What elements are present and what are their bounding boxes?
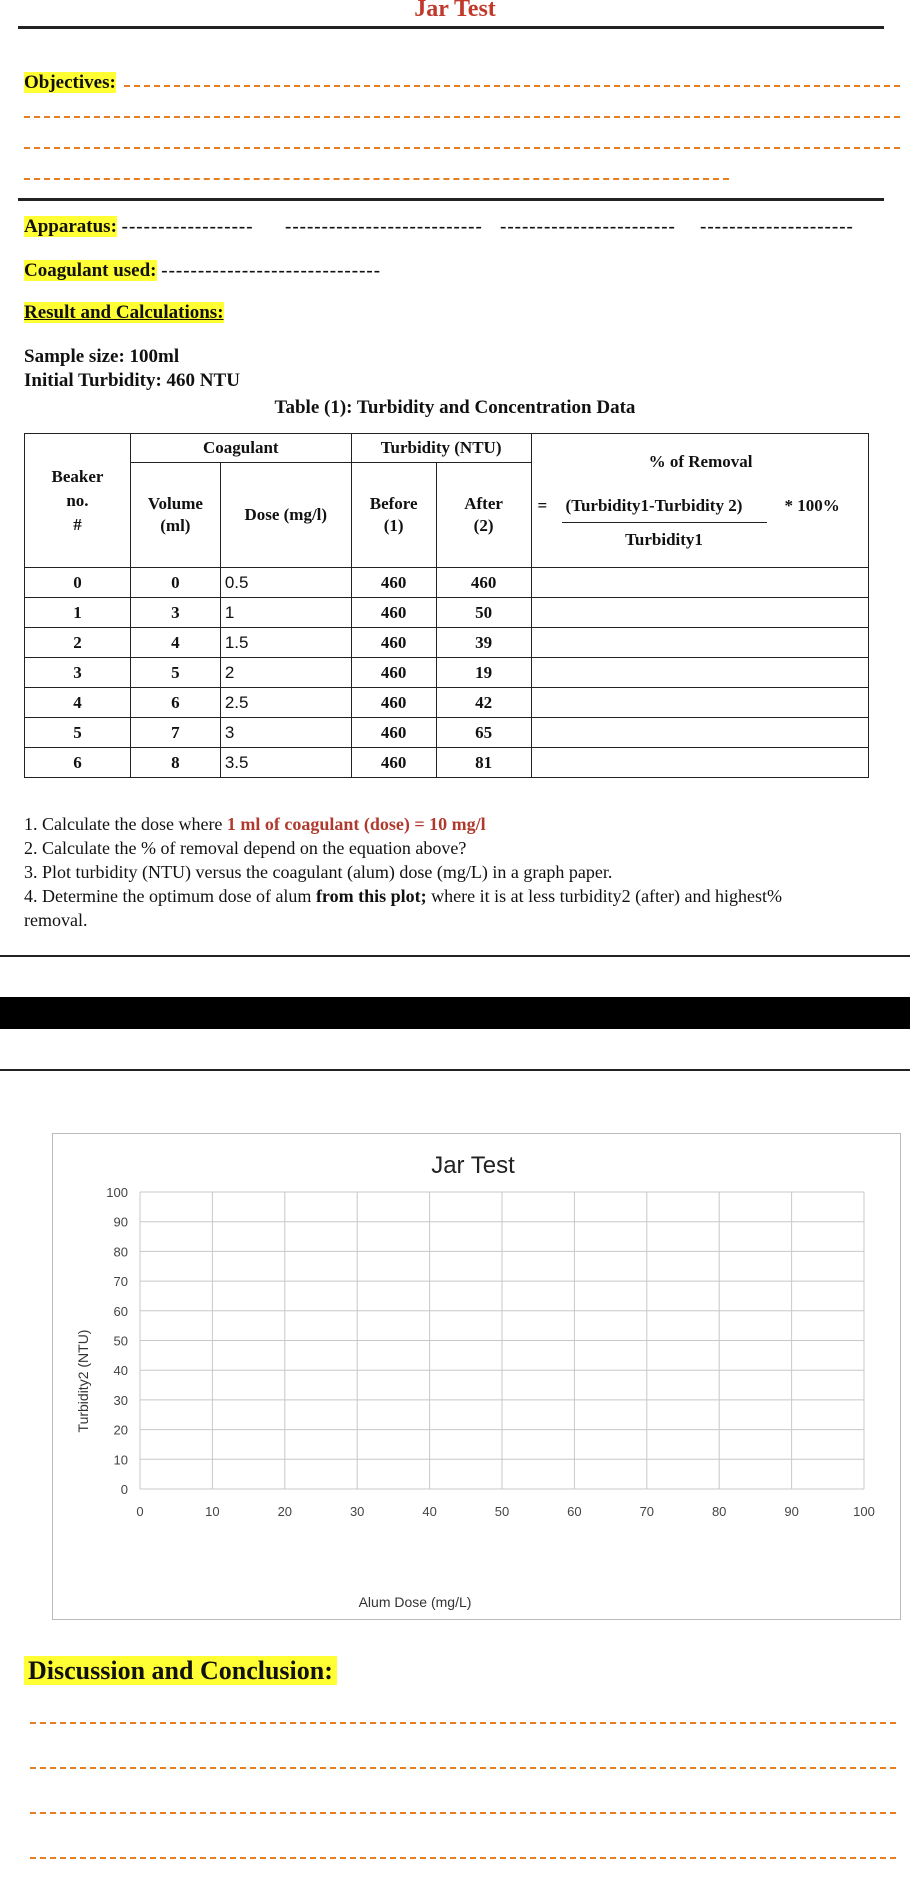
cell-after: 81 xyxy=(436,748,531,778)
removal-denominator: Turbidity1 xyxy=(625,530,703,549)
header-turbidity: Turbidity (NTU) xyxy=(351,434,531,463)
cell-dose: 2.5 xyxy=(220,688,351,718)
objectives-line-3 xyxy=(24,147,900,149)
cell-dose: 2 xyxy=(220,658,351,688)
cell-removal xyxy=(531,718,868,748)
cell-removal xyxy=(531,628,868,658)
jar-test-chart xyxy=(53,1134,900,1619)
discussion-line-1 xyxy=(30,1722,896,1724)
chart-frame xyxy=(52,1133,901,1620)
cell-removal xyxy=(531,598,868,628)
cell-before: 460 xyxy=(351,748,436,778)
removal-equals: = xyxy=(537,496,548,515)
page-title: Jar Test xyxy=(414,0,496,22)
table-row xyxy=(25,658,869,688)
discussion-line-2 xyxy=(30,1767,896,1769)
removal-title: % of Removal xyxy=(648,452,753,471)
question-1-highlight: 1 ml of coagulant (dose) = 10 mg/l xyxy=(226,814,486,834)
cell-volume: 0 xyxy=(130,568,220,598)
coagulant-label: Coagulant used: xyxy=(24,260,157,281)
cell-volume: 7 xyxy=(130,718,220,748)
x-tick-label: 80 xyxy=(711,1504,727,1519)
objectives-line-2 xyxy=(24,116,900,118)
header-before-line-2: (1) xyxy=(383,516,404,535)
black-band xyxy=(0,997,910,1029)
x-tick-label: 100 xyxy=(853,1504,875,1519)
discussion-line-3 xyxy=(30,1812,896,1814)
y-tick-label: 60 xyxy=(113,1303,128,1319)
cell-beaker: 6 xyxy=(25,748,131,778)
y-tick-label: 80 xyxy=(113,1244,128,1260)
table-row xyxy=(25,568,869,598)
x-tick-label: 10 xyxy=(205,1504,220,1519)
table-caption: Table (1): Turbidity and Concentration Data xyxy=(274,397,636,418)
divider-bottom xyxy=(0,1069,910,1071)
apparatus-dash-1: ------------------ xyxy=(121,216,254,237)
cell-dose: 3 xyxy=(220,718,351,748)
cell-before: 460 xyxy=(351,628,436,658)
cell-removal xyxy=(531,658,868,688)
header-dose: Dose (mg/l) xyxy=(220,463,351,568)
x-tick-label: 20 xyxy=(277,1504,293,1519)
cell-after: 39 xyxy=(436,628,531,658)
cell-after: 50 xyxy=(436,598,531,628)
results-label: Result and Calculations: xyxy=(24,302,224,323)
results-row xyxy=(24,302,224,324)
x-tick-label: 0 xyxy=(136,1504,144,1519)
header-before-line-1: Before xyxy=(369,494,418,513)
question-1-text: 1. Calculate the dose where xyxy=(24,814,227,834)
table-row xyxy=(25,628,869,658)
y-tick-label: 20 xyxy=(113,1422,128,1438)
coagulant-dash: ------------------------------ xyxy=(161,260,382,281)
header-before xyxy=(351,463,436,568)
apparatus-label: Apparatus: xyxy=(24,216,117,237)
cell-volume: 5 xyxy=(130,658,220,688)
header-volume-line-2: (ml) xyxy=(160,516,191,535)
cell-volume: 3 xyxy=(130,598,220,628)
apparatus-row xyxy=(24,216,254,238)
cell-beaker: 3 xyxy=(25,658,131,688)
question-2: 2. Calculate the % of removal depend on the equation above? xyxy=(24,838,467,858)
y-tick-label: 100 xyxy=(106,1185,128,1200)
cell-after: 65 xyxy=(436,718,531,748)
cell-removal xyxy=(531,748,868,778)
questions-list xyxy=(24,812,884,932)
question-4 xyxy=(24,884,884,908)
y-axis-label: Turbidity2 (NTU) xyxy=(75,1329,91,1433)
cell-dose: 0.5 xyxy=(220,568,351,598)
cell-dose: 3.5 xyxy=(220,748,351,778)
y-tick-label: 10 xyxy=(113,1452,128,1468)
table-row xyxy=(25,688,869,718)
question-4-bold: from this plot; xyxy=(315,886,427,906)
discussion-row xyxy=(24,1656,337,1686)
objectives-line-1 xyxy=(124,85,900,87)
question-3: 3. Plot turbidity (NTU) versus the coagulant (alum) dose (mg/L) in a graph paper. xyxy=(24,862,613,882)
removal-times: * 100% xyxy=(784,496,840,515)
section-rule xyxy=(18,198,884,201)
sample-size: Sample size: 100ml xyxy=(24,346,180,367)
question-4-text: 4. Determine the optimum dose of alum xyxy=(24,886,316,906)
header-after-line-2: (2) xyxy=(473,516,494,535)
cell-beaker: 0 xyxy=(25,568,131,598)
cell-beaker: 1 xyxy=(25,598,131,628)
initial-turbidity: Initial Turbidity: 460 NTU xyxy=(24,370,240,391)
header-beaker-line-2: no. xyxy=(66,490,89,510)
y-tick-label: 0 xyxy=(120,1482,128,1497)
discussion-line-4 xyxy=(30,1857,896,1859)
cell-volume: 8 xyxy=(130,748,220,778)
title-rule xyxy=(18,26,884,29)
cell-before: 460 xyxy=(351,718,436,748)
coagulant-row xyxy=(24,260,381,282)
cell-before: 460 xyxy=(351,568,436,598)
cell-after: 19 xyxy=(436,658,531,688)
y-tick-label: 90 xyxy=(113,1214,128,1230)
y-tick-label: 50 xyxy=(113,1333,128,1349)
cell-dose: 1.5 xyxy=(220,628,351,658)
header-after-line-1: After xyxy=(464,494,503,513)
cell-beaker: 4 xyxy=(25,688,131,718)
header-beaker-line-3: # xyxy=(73,514,82,534)
fraction-bar xyxy=(562,522,767,523)
y-tick-label: 70 xyxy=(113,1274,128,1290)
cell-before: 460 xyxy=(351,598,436,628)
cell-volume: 6 xyxy=(130,688,220,718)
cell-dose: 1 xyxy=(220,598,351,628)
question-1 xyxy=(24,812,884,836)
apparatus-dash-3: ------------------------ xyxy=(500,216,676,237)
x-axis-label: Alum Dose (mg/L) xyxy=(358,1594,472,1610)
y-tick-labels xyxy=(106,1185,128,1497)
cell-volume: 4 xyxy=(130,628,220,658)
header-beaker xyxy=(25,434,131,568)
cell-before: 460 xyxy=(351,658,436,688)
question-4-rest: where it is at less turbidity2 (after) and highest% xyxy=(426,886,783,906)
discussion-label: Discussion and Conclusion: xyxy=(24,1656,337,1685)
table-row xyxy=(25,598,869,628)
x-tick-label: 30 xyxy=(349,1504,365,1519)
removal-numerator: (Turbidity1-Turbidity 2) xyxy=(565,496,743,515)
question-4-cont: removal. xyxy=(24,910,88,930)
cell-after: 42 xyxy=(436,688,531,718)
header-beaker-line-1: Beaker xyxy=(51,466,104,486)
header-removal xyxy=(531,434,868,568)
chart-title: Jar Test xyxy=(431,1152,515,1179)
cell-after: 460 xyxy=(436,568,531,598)
apparatus-dash-4: --------------------- xyxy=(700,216,854,237)
apparatus-dash-2: --------------------------- xyxy=(285,216,483,237)
objectives-row xyxy=(24,72,116,94)
header-volume-line-1: Volume xyxy=(147,494,203,513)
table-row xyxy=(25,718,869,748)
table-row xyxy=(25,748,869,778)
y-tick-label: 30 xyxy=(113,1392,128,1408)
y-tick-label: 40 xyxy=(113,1363,128,1379)
objectives-label: Objectives: xyxy=(24,72,116,93)
cell-beaker: 2 xyxy=(25,628,131,658)
x-tick-label: 70 xyxy=(639,1504,655,1519)
cell-removal xyxy=(531,688,868,718)
header-coagulant: Coagulant xyxy=(130,434,351,463)
x-tick-labels xyxy=(136,1504,874,1519)
cell-before: 460 xyxy=(351,688,436,718)
divider-top xyxy=(0,955,910,957)
cell-removal xyxy=(531,568,868,598)
header-after xyxy=(436,463,531,568)
cell-beaker: 5 xyxy=(25,718,131,748)
objectives-line-4 xyxy=(24,178,729,180)
header-volume xyxy=(130,463,220,568)
x-tick-label: 50 xyxy=(494,1504,510,1519)
x-tick-label: 40 xyxy=(422,1504,437,1519)
chart-grid xyxy=(140,1192,864,1489)
x-tick-label: 90 xyxy=(784,1504,799,1519)
turbidity-table xyxy=(24,433,869,778)
x-tick-label: 60 xyxy=(567,1504,582,1519)
